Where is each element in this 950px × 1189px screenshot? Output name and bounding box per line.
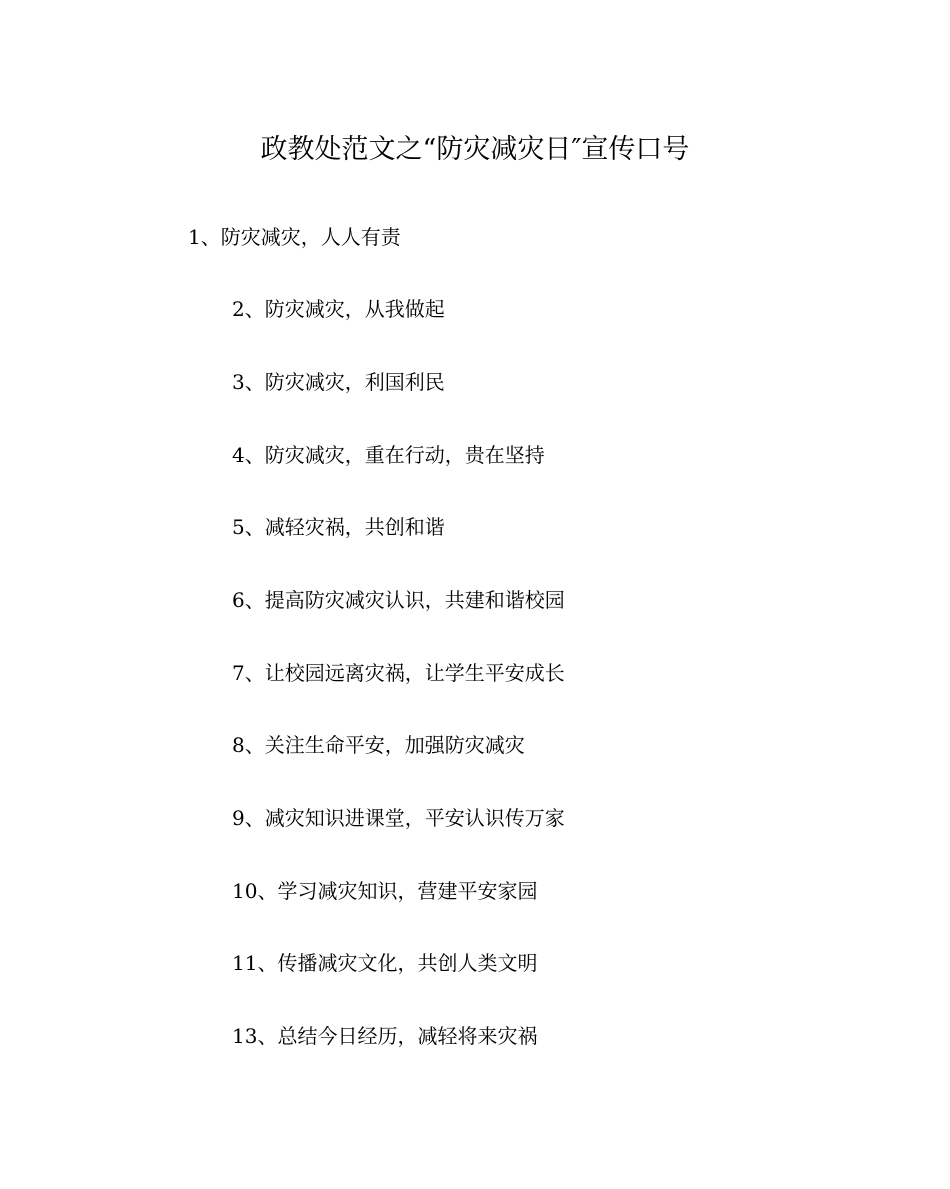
slogan-item-7: 7、让校园远离灾祸，让学生平安成长 (232, 661, 565, 685)
slogan-item-13: 13、总结今日经历，减轻将来灾祸 (232, 1024, 538, 1048)
slogan-item-8: 8、关注生命平安，加强防灾减灾 (232, 733, 525, 757)
slogan-item-5: 5、减轻灾祸，共创和谐 (232, 515, 445, 539)
slogan-item-3: 3、防灾减灾，利国利民 (232, 370, 445, 394)
slogan-item-11: 11、传播减灾文化，共创人类文明 (232, 951, 538, 975)
slogan-item-2: 2、防灾减灾，从我做起 (232, 297, 445, 321)
slogan-item-6: 6、提高防灾减灾认识，共建和谐校园 (232, 588, 565, 612)
slogan-item-10: 10、学习减灾知识，营建平安家园 (232, 879, 538, 903)
slogan-item-1: 1、防灾减灾，人人有责 (188, 225, 401, 249)
slogan-item-9: 9、减灾知识进课堂，平安认识传万家 (232, 806, 565, 830)
document-title: 政教处范文之“防灾减灾日″宣传口号 (260, 134, 690, 165)
slogan-item-4: 4、防灾减灾，重在行动，贵在坚持 (232, 443, 545, 467)
